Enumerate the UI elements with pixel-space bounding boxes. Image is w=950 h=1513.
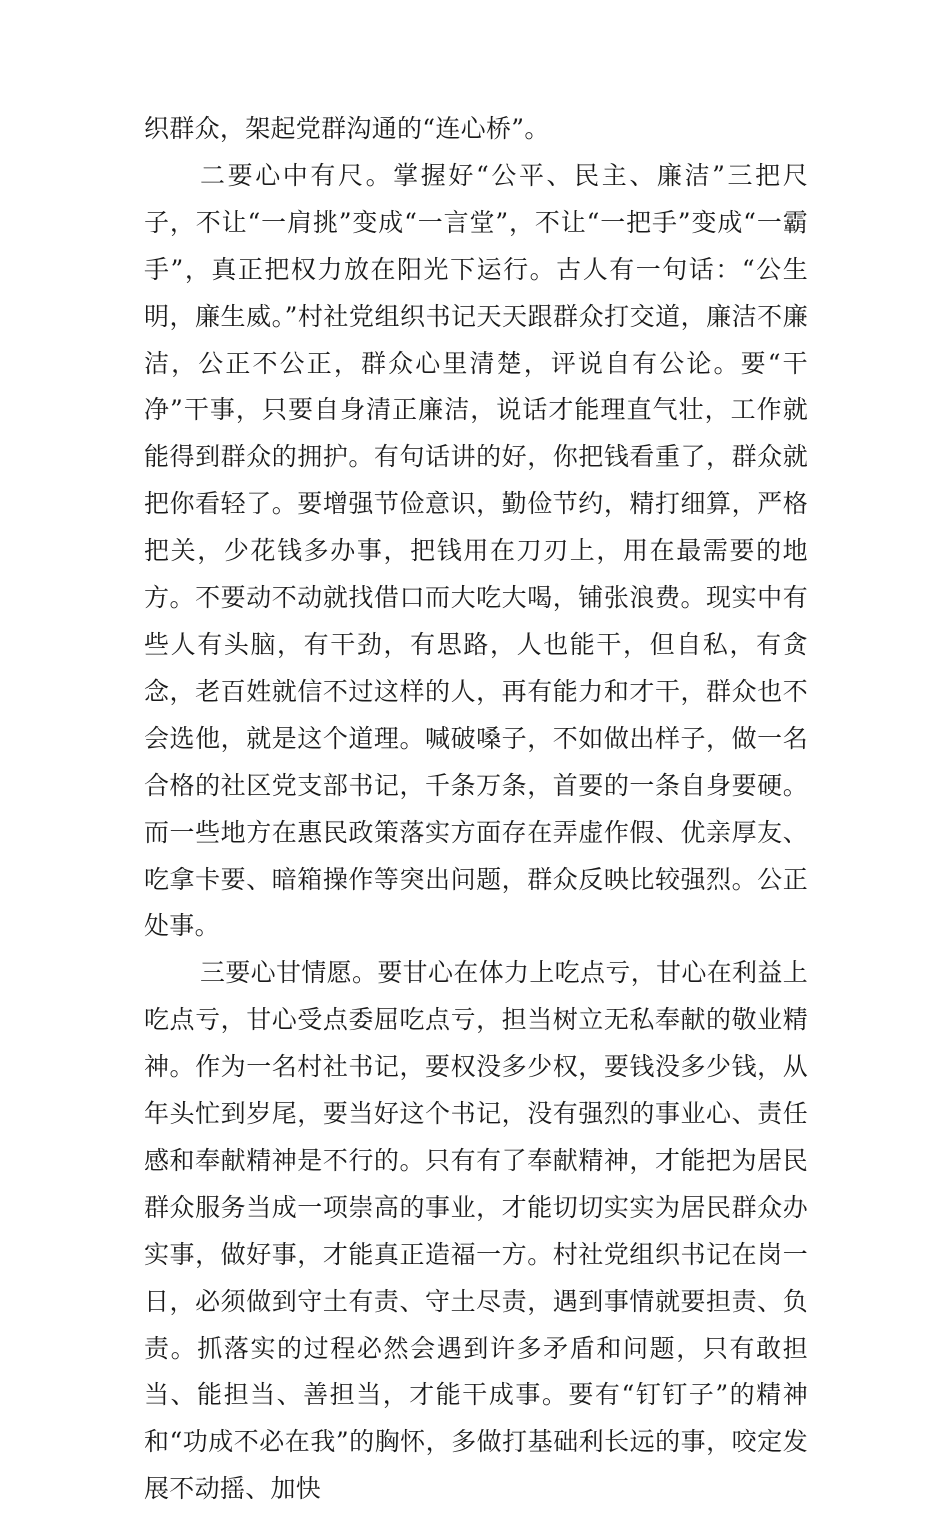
paragraph-continuation: 织群众，架起党群沟通的“连心桥”。 [144,114,550,143]
paragraph-second-requirement: 二要心中有尺。掌握好“公平、民主、廉洁”三把尺子，不让“一肩挑”变成“一言堂”，不让“一把手”变成“一霸手”，真正把权力放在阳光下运行。古人有一句话：“公生明，廉生威。”村社党组织书记天天跟群众打交道，廉洁不廉洁，公正不公正，群众心里清楚，评说自有公论。要“干净”干事，只要自身清正廉洁，说话才能理直气壮，工作就能得到群众的拥护。有句话讲的好，你把钱看重了，群众就把你看轻了。要增强节俭意识，勤俭节约，精打细算，严格把关，少花钱多办事，把钱用在刀刃上，用在最需要的地方。不要动不动就找借口而大吃大喝，铺张浪费。现实中有些人有头脑，有干劲，有思路，人也能干，但自私，有贪念，老百姓就信不过这样的人，再有能力和才干，群众也不会选他，就是这个道理。喊破嗓子，不如做出样子，做一名合格的社区党支部书记，千条万条，首要的一条自身要硬。而一些地方在惠民政策落实方面存在弄虚作假、优亲厚友、吃拿卡要、暗箱操作等突出问题，群众反映比较强烈。公正处事。 [144,160,808,941]
paragraph-third-requirement: 三要心甘情愿。要甘心在体力上吃点亏，甘心在利益上吃点亏，甘心受点委屈吃点亏，担当树立无私奉献的敬业精神。作为一名村社书记，要权没多少权，要钱没多少钱，从年头忙到岁尾，要当好这个书记，没有强烈的事业心、责任感和奉献精神是不行的。只有有了奉献精神，才能把为居民群众服务当成一项崇高的事业，才能切切实实为居民群众办实事，做好事，才能真正造福一方。村社党组织书记在岗一日，必须做到守土有责、守土尽责，遇到事情就要担责、负责。抓落实的过程必然会遇到许多矛盾和问题，只有敢担当、能担当、善担当，才能干成事。要有“钉钉子”的精神和“功成不必在我”的胸怀，多做打基础利长远的事，咬定发展不动摇、加快 [144,958,808,1504]
document-body [144,106,808,1513]
